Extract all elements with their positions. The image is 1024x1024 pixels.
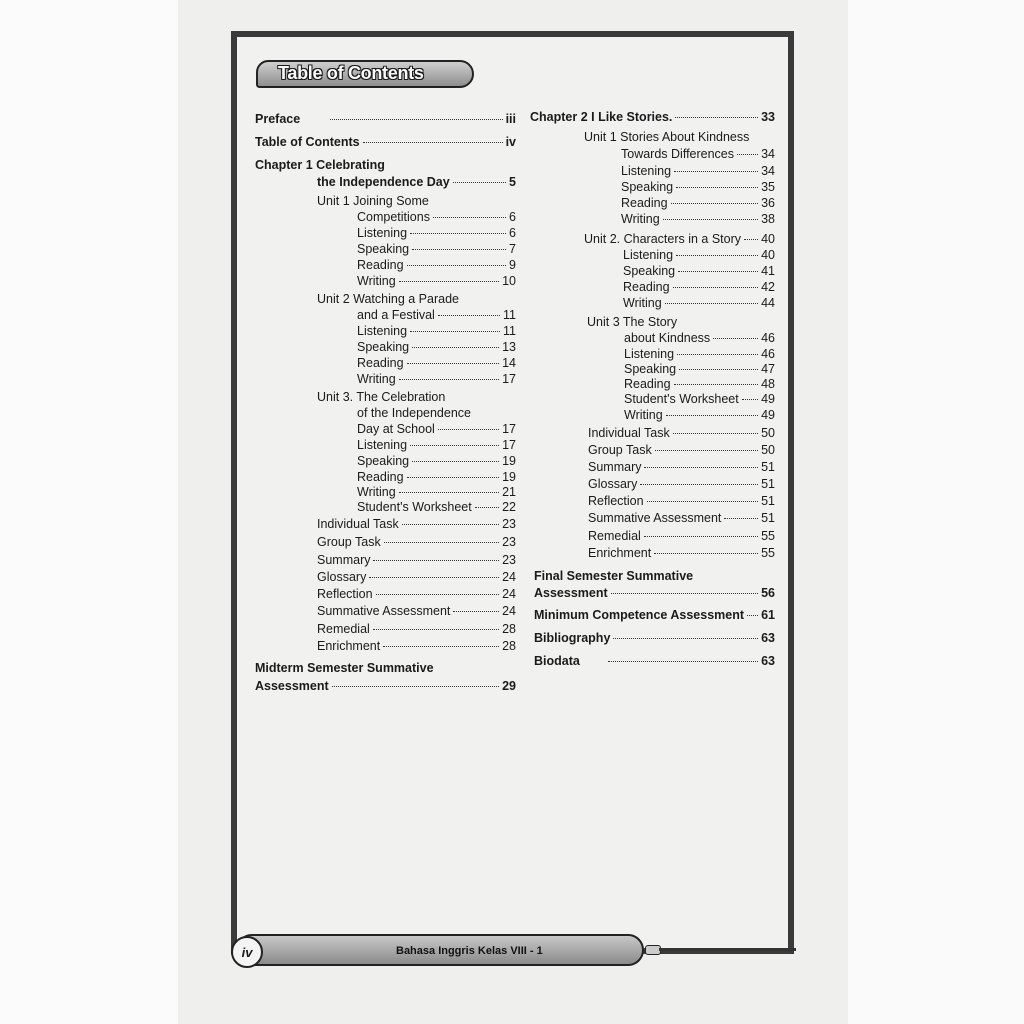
toc-entry-minimum-competence: Minimum Competence Assessment 61: [534, 608, 775, 622]
toc-entry-final: Assessment 56: [534, 586, 775, 600]
toc-entry-r-remedial: Remedial 55: [588, 529, 775, 543]
toc-entry-table-of-contents: Table of Contents iv: [255, 135, 516, 149]
toc-entry-midterm: Assessment 29: [255, 679, 516, 693]
toc-entry-r-group-task: Group Task 50: [588, 443, 775, 457]
footer-rule: [659, 948, 796, 951]
toc-entry-unit3-worksheet: Student's Worksheet 22: [357, 500, 516, 514]
toc-entry-r-summary: Summary 51: [588, 460, 775, 474]
toc-entry-unit3-speaking: Speaking 19: [357, 454, 516, 468]
page-title: Table of Contents: [278, 63, 424, 83]
toc-entry-r-glossary: Glossary 51: [588, 477, 775, 491]
toc-entry-r-unit1-speaking: Speaking 35: [621, 180, 775, 194]
toc-r-unit3-line1: Unit 3 The Story: [587, 315, 678, 329]
toc-unit2-line1: Unit 2 Watching a Parade: [317, 292, 459, 306]
toc-entry-r-unit2-listening: Listening 40: [623, 248, 775, 262]
toc-entry-group-task: Group Task 23: [317, 535, 516, 549]
toc-entry-reflection: Reflection 24: [317, 587, 516, 601]
toc-entry-glossary: Glossary 24: [317, 570, 516, 584]
toc-entry-unit3-writing: Writing 21: [357, 485, 516, 499]
toc-entry-r-unit1-listening: Listening 34: [621, 164, 775, 178]
toc-r-unit1-line1: Unit 1 Stories About Kindness: [584, 130, 750, 144]
toc-entry-r-unit3-writing: Writing 49: [624, 408, 775, 422]
toc-entry-r-unit2-reading: Reading 42: [623, 280, 775, 294]
toc-entry-unit1-writing: Writing 10: [357, 274, 516, 288]
toc-entry-r-unit2-speaking: Speaking 41: [623, 264, 775, 278]
toc-entry-r-unit3-worksheet: Student's Worksheet 49: [624, 392, 775, 406]
footer-book-title: Bahasa Inggris Kelas VIII - 1: [396, 945, 543, 957]
toc-unit3-line1: Unit 3. The Celebration: [317, 390, 446, 404]
toc-entry-r-unit1-reading: Reading 36: [621, 196, 775, 210]
background-paper-right: [848, 0, 1024, 1024]
toc-unit1-line1: Unit 1 Joining Some: [317, 194, 429, 208]
toc-entry-unit3-listening: Listening 17: [357, 438, 516, 452]
toc-entry-enrichment: Enrichment 28: [317, 639, 516, 653]
toc-entry-chapter1: the Independence Day 5: [317, 175, 516, 189]
toc-entry-summary: Summary 23: [317, 553, 516, 567]
toc-final-line1: Final Semester Summative: [534, 569, 694, 583]
toc-entry-r-unit3-speaking: Speaking 47: [624, 362, 775, 376]
toc-entry-individual-task: Individual Task 23: [317, 517, 516, 531]
toc-midterm-line1: Midterm Semester Summative: [255, 661, 434, 675]
toc-chapter1-line1: Chapter 1 Celebrating: [255, 158, 385, 172]
toc-entry-r-unit1-writing: Writing 38: [621, 212, 775, 226]
toc-entry-r-enrichment: Enrichment 55: [588, 546, 775, 560]
toc-entry-unit1-reading: Reading 9: [357, 258, 516, 272]
toc-entry-preface: Preface iii: [255, 112, 516, 126]
toc-entry-r-unit3-reading: Reading 48: [624, 377, 775, 391]
toc-entry-unit2-listening: Listening 11: [357, 324, 516, 338]
toc-entry-unit2-writing: Writing 17: [357, 372, 516, 386]
background-paper-left: [0, 0, 178, 1024]
toc-entry-unit2-speaking: Speaking 13: [357, 340, 516, 354]
toc-entry-unit1-listening: Listening 6: [357, 226, 516, 240]
toc-entry-r-summative-assessment: Summative Assessment 51: [588, 511, 775, 525]
toc-entry-bibliography: Bibliography 63: [534, 631, 775, 645]
toc-entry-biodata: Biodata 63: [534, 654, 775, 668]
toc-entry-chapter2: Chapter 2 I Like Stories. 33: [530, 110, 775, 124]
toc-entry-r-unit1: Towards Differences 34: [621, 147, 775, 161]
toc-entry-unit2-reading: Reading 14: [357, 356, 516, 370]
toc-entry-unit1: Competitions 6: [357, 210, 516, 224]
toc-entry-r-unit3: about Kindness 46: [624, 331, 775, 345]
toc-entry-unit3-reading: Reading 19: [357, 470, 516, 484]
toc-entry-unit2: and a Festival 11: [357, 308, 516, 322]
toc-entry-r-unit2: Unit 2. Characters in a Story 40: [584, 232, 775, 246]
toc-entry-unit1-speaking: Speaking 7: [357, 242, 516, 256]
toc-entry-r-individual-task: Individual Task 50: [588, 426, 775, 440]
toc-entry-r-reflection: Reflection 51: [588, 494, 775, 508]
footer-page-number: iv: [231, 936, 263, 968]
toc-unit3-line2: of the Independence: [357, 406, 471, 420]
toc-entry-r-unit3-listening: Listening 46: [624, 347, 775, 361]
toc-entry-r-unit2-writing: Writing 44: [623, 296, 775, 310]
toc-entry-summative-assessment: Summative Assessment 24: [317, 604, 516, 618]
toc-entry-remedial: Remedial 28: [317, 622, 516, 636]
toc-entry-unit3: Day at School 17: [357, 422, 516, 436]
